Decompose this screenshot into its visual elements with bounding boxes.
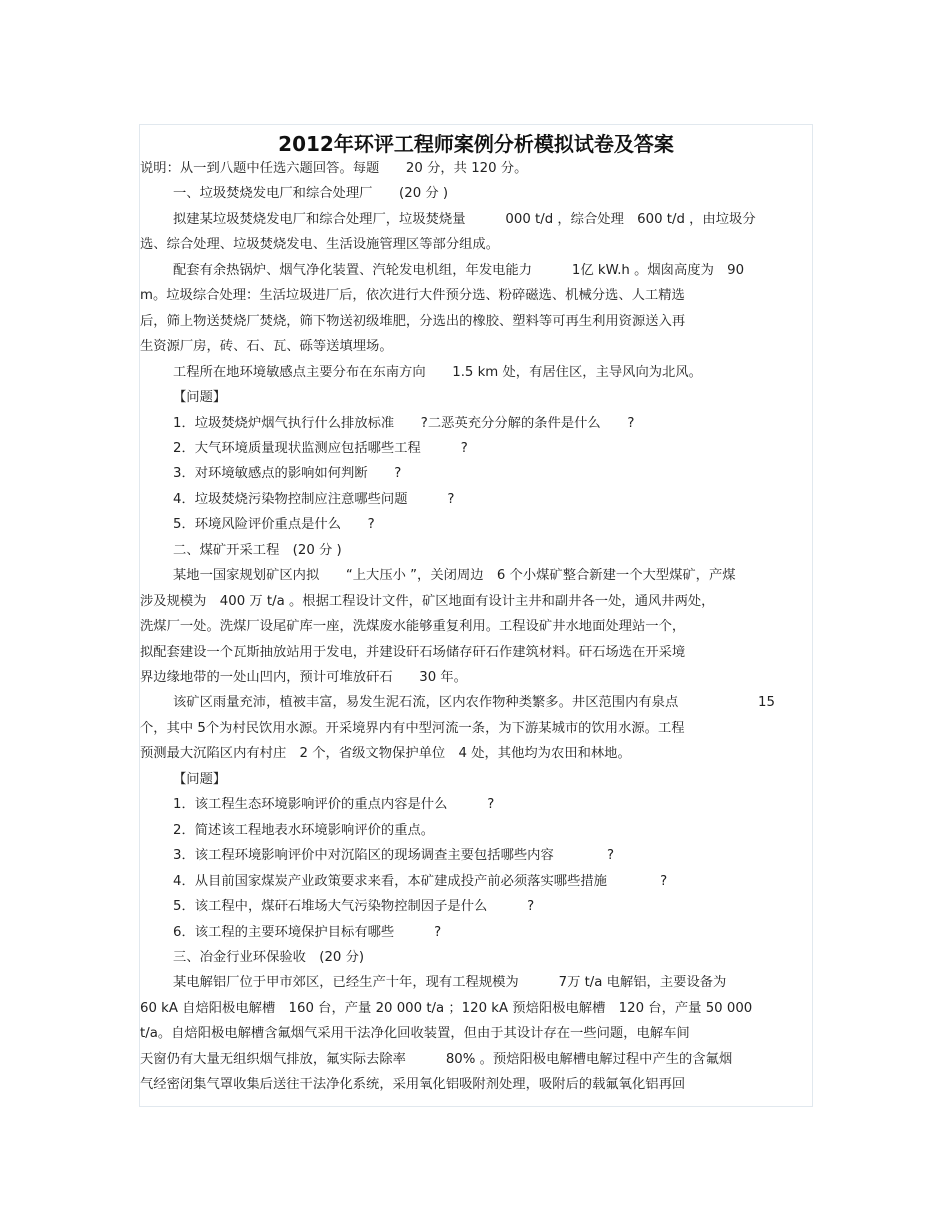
text-line: 工程所在地环境敏感点主要分布在东南方向 1.5 km 处，有居住区，主导风向为北风。 <box>173 364 702 380</box>
text-line: 选、综合处理、垃圾焚烧发电、生活设施管理区等部分组成。 <box>140 237 500 253</box>
text-line: 3．对环境敏感点的影响如何判断 ? <box>173 466 402 482</box>
text-line: 2．大气环境质量现状监测应包括哪些工程 ? <box>173 440 468 456</box>
text-line: 洗煤厂一处。洗煤厂设尾矿库一座，洗煤废水能够重复利用。工程设矿井水地面处理站一个， <box>140 619 686 635</box>
text-line: 4．垃圾焚烧污染物控制应注意哪些问题 ? <box>173 491 455 507</box>
text-line: t/a。自焙阳极电解槽含氟烟气采用干法净化回收装置，但由于其设计存在一些问题，电解车间 <box>140 1026 690 1042</box>
text-line: 后，筛上物送焚烧厂焚烧，筛下物送初级堆肥，分选出的橡胶、塑料等可再生利用资源送入再 <box>140 313 686 329</box>
text-line: 6．该工程的主要环境保护目标有哪些 ? <box>173 924 442 940</box>
text-line: m。垃圾综合处理：生活垃圾进厂后，依次进行大件预分选、粉碎磁选、机械分选、人工精选 <box>140 288 685 304</box>
text-line: 一、垃圾焚烧发电厂和综合处理厂 (20 分 ) <box>173 186 449 202</box>
text-line: 【问题】 <box>173 390 227 406</box>
text-line: 涉及规模为 400 万 t/a 。根据工程设计文件，矿区地面有设计主井和副井各一处，通风井两处， <box>140 593 715 609</box>
text-line: 预测最大沉陷区内有村庄 2 个，省级文物保护单位 4 处，其他均为农田和林地。 <box>140 746 631 762</box>
text-line: 2．简述该工程地表水环境影响评价的重点。 <box>173 822 435 838</box>
text-line: 生资源厂房，砖、石、瓦、砾等送填埋场。 <box>140 339 393 355</box>
text-line: 个，其中 5个为村民饮用水源。开采境界内有中型河流一条，为下游某城市的饮用水源。工程 <box>140 720 685 736</box>
text-line: 4．从目前国家煤炭产业政策要求来看，本矿建成投产前必须落实哪些措施 ? <box>173 873 668 889</box>
text-line: 某地一国家规划矿区内拟 “上大压小 ”，关闭周边 6 个小煤矿整合新建一个大型煤矿，产煤 <box>173 568 736 584</box>
text-line: 【问题】 <box>173 771 227 787</box>
text-line: 5．该工程中，煤矸石堆场大气污染物控制因子是什么 ? <box>173 899 535 915</box>
text-line: 3．该工程环境影响评价中对沉陷区的现场调查主要包括哪些内容 ? <box>173 848 615 864</box>
text-line: 三、冶金行业环保验收 (20 分) <box>173 949 365 965</box>
text-line: 该矿区雨量充沛，植被丰富，易发生泥石流，区内农作物种类繁多。井区范围内有泉点 15 <box>173 695 775 711</box>
text-line: 60 kA 自焙阳极电解槽 160 台，产量 20 000 t/a ；120 kA 预焙阳极电解槽 120 台，产量 50 000 <box>140 1000 753 1016</box>
text-line: 说明：从一到八题中任选六题回答。每题 20 分，共 120 分。 <box>140 161 528 176</box>
text-line: 拟建某垃圾焚烧发电厂和综合处理厂，垃圾焚烧量 000 t/d ，综合处理 600 t/d ，由垃圾分 <box>173 211 756 227</box>
text-line: 5．环境风险评价重点是什么 ? <box>173 517 375 533</box>
text-line: 1．该工程生态环境影响评价的重点内容是什么 ? <box>173 797 495 813</box>
text-line: 拟配套建设一个瓦斯抽放站用于发电，并建设矸石场储存矸石作建筑材料。矸石场选在开采境 <box>140 644 686 660</box>
text-line: 界边缘地带的一处山凹内，预计可堆放矸石 30 年。 <box>140 670 467 685</box>
document-page <box>139 124 813 1107</box>
document-title: 2012年环评工程师案例分析模拟试卷及答案 <box>278 132 674 156</box>
text-line: 二、煤矿开采工程 (20 分 ) <box>173 542 342 558</box>
text-line: 天窗仍有大量无组织烟气排放，氟实际去除率 80% 。预焙阳极电解槽电解过程中产生的含氟烟 <box>140 1051 733 1067</box>
text-line: 1．垃圾焚烧炉烟气执行什么排放标准 ?二恶英充分分解的条件是什么 ? <box>173 415 635 431</box>
text-line: 气经密闭集气罩收集后送往干法净化系统，采用氧化铝吸附剂处理，吸附后的载氟氧化铝再回 <box>140 1077 686 1093</box>
text-line: 某电解铝厂位于甲市郊区，已经生产十年，现有工程规模为 7万 t/a 电解铝，主要设备为 <box>173 975 727 991</box>
text-line: 配套有余热锅炉、烟气净化装置、汽轮发电机组，年发电能力 1亿 kW.h 。烟囱高度为 90 <box>173 262 745 278</box>
